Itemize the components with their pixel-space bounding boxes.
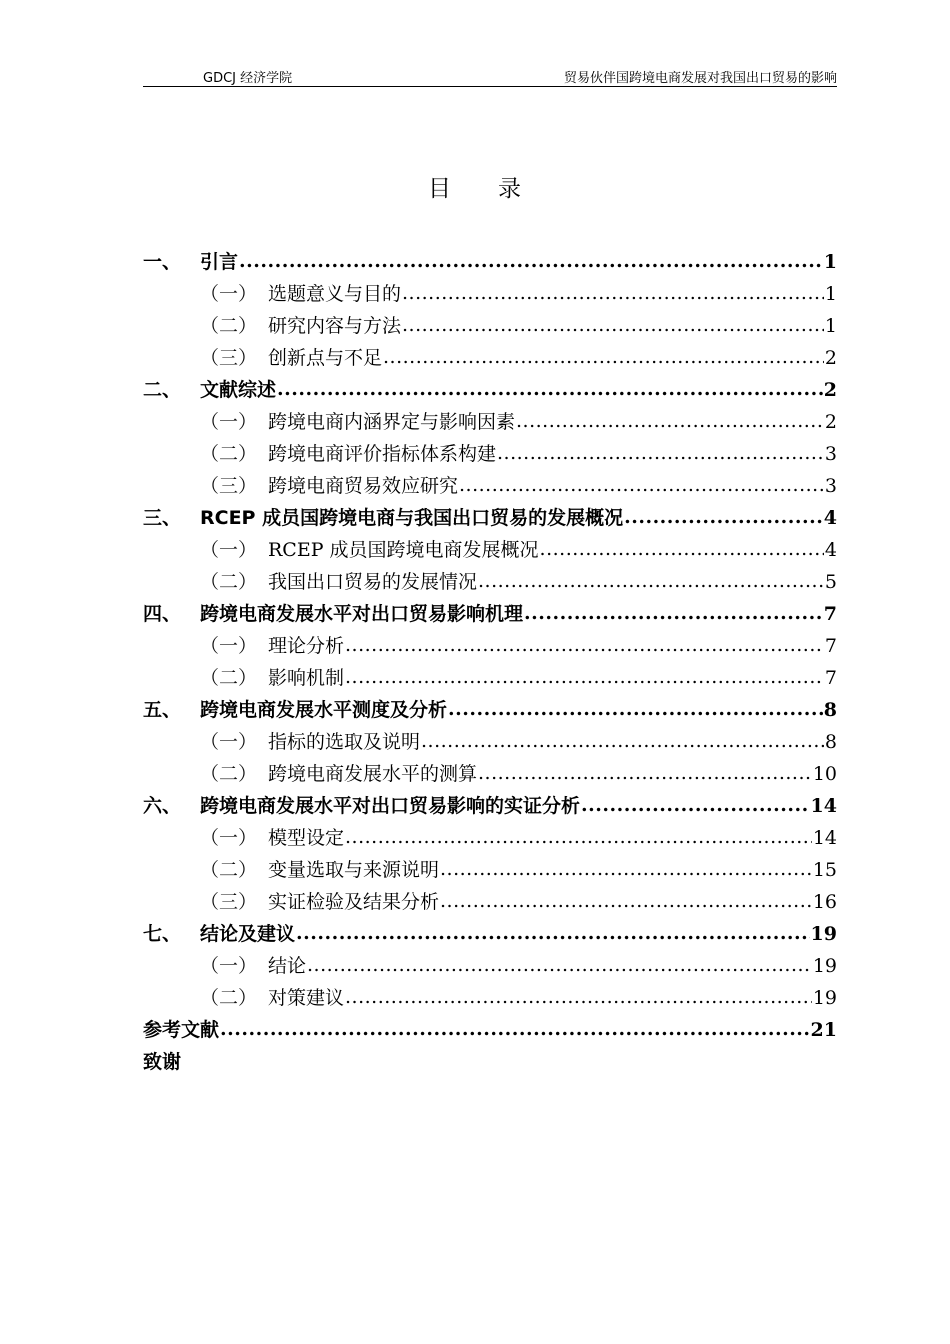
toc-dot-leader — [421, 725, 824, 757]
toc-section-entry[interactable] — [143, 694, 837, 726]
toc-entry-number: （一） — [200, 827, 258, 849]
toc-entry-title: 文献综述 — [200, 379, 277, 401]
toc-page-number: 2 — [823, 379, 837, 401]
toc-entry-title: 跨境电商内涵界定与影响因素 — [268, 411, 516, 433]
toc-page-number: 5 — [824, 571, 837, 593]
toc-entry-title: 研究内容与方法 — [268, 315, 402, 337]
toc-entry-number: （二） — [200, 859, 258, 881]
toc-entry-number: 二、 — [143, 379, 182, 401]
toc-subsection-entry[interactable] — [143, 630, 837, 662]
toc-entry-title: 参考文献 — [143, 1019, 220, 1041]
toc-entry-number: 七、 — [143, 923, 182, 945]
toc-entry-number: 一、 — [143, 251, 182, 273]
toc-dot-leader — [402, 277, 824, 309]
toc-page-number: 8 — [824, 731, 837, 753]
toc-dot-leader — [440, 885, 812, 917]
toc-entry-title: RCEP 成员国跨境电商发展概况 — [268, 539, 539, 561]
toc-entry-number: （二） — [200, 571, 258, 593]
toc-subsection-entry[interactable] — [143, 950, 837, 982]
toc-entry-title: 结论及建议 — [200, 923, 296, 945]
toc-entry-number: （一） — [200, 635, 258, 657]
toc-subsection-entry[interactable] — [143, 662, 837, 694]
toc-dot-leader — [478, 757, 812, 789]
toc-entry-title: 跨境电商发展水平对出口贸易影响机理 — [200, 603, 524, 625]
header-institution: GDCJ 经济学院 — [203, 71, 293, 86]
toc-section-entry[interactable] — [143, 918, 837, 950]
toc-entry-title: 跨境电商发展水平对出口贸易影响的实证分析 — [200, 795, 581, 817]
toc-dot-leader — [624, 501, 823, 533]
toc-page-number: 1 — [824, 283, 837, 305]
toc-subsection-entry[interactable] — [143, 758, 837, 790]
toc-entry-title: 理论分析 — [268, 635, 345, 657]
toc-dot-leader — [296, 917, 810, 949]
toc-entry-number: 四、 — [143, 603, 182, 625]
toc-title-char-2: 录 — [498, 176, 522, 202]
toc-page-number: 4 — [823, 507, 837, 529]
toc-entry-number: （三） — [200, 475, 258, 497]
toc-page-number: 4 — [824, 539, 837, 561]
toc-entry-title: 影响机制 — [268, 667, 345, 689]
toc-section-entry[interactable] — [143, 1046, 837, 1078]
toc-entry-number: （一） — [200, 731, 258, 753]
toc-dot-leader — [540, 533, 824, 565]
toc-dot-leader — [383, 341, 824, 373]
toc-entry-number: （三） — [200, 891, 258, 913]
toc-entry-title: RCEP 成员国跨境电商与我国出口贸易的发展概况 — [200, 507, 624, 529]
toc-dot-leader — [345, 629, 824, 661]
toc-page-number: 1 — [823, 251, 837, 273]
toc-page-number: 10 — [812, 763, 837, 785]
toc-page-number: 8 — [823, 699, 837, 721]
table-of-contents — [143, 246, 837, 1078]
toc-dot-leader — [220, 1013, 810, 1045]
toc-entry-number: （二） — [200, 667, 258, 689]
toc-dot-leader — [524, 597, 823, 629]
toc-subsection-entry[interactable] — [143, 886, 837, 918]
toc-entry-number: （一） — [200, 283, 258, 305]
toc-subsection-entry[interactable] — [143, 822, 837, 854]
toc-page-number: 7 — [824, 667, 837, 689]
toc-page-number: 2 — [824, 411, 837, 433]
toc-dot-leader — [459, 469, 824, 501]
toc-title — [0, 170, 950, 203]
toc-entry-number: 三、 — [143, 507, 182, 529]
toc-entry-number: （三） — [200, 347, 258, 369]
toc-entry-title: 引言 — [200, 251, 239, 273]
toc-dot-leader — [448, 693, 823, 725]
toc-entry-number: （二） — [200, 315, 258, 337]
toc-entry-title: 创新点与不足 — [268, 347, 383, 369]
toc-subsection-entry[interactable] — [143, 982, 837, 1014]
toc-entry-title: 我国出口贸易的发展情况 — [268, 571, 478, 593]
toc-dot-leader — [307, 949, 812, 981]
toc-page-number: 7 — [824, 635, 837, 657]
page-header — [143, 66, 837, 87]
toc-subsection-entry[interactable] — [143, 566, 837, 598]
toc-subsection-entry[interactable] — [143, 278, 837, 310]
toc-entry-number: 五、 — [143, 699, 182, 721]
toc-subsection-entry[interactable] — [143, 534, 837, 566]
toc-subsection-entry[interactable] — [143, 406, 837, 438]
toc-page-number: 19 — [810, 923, 837, 945]
toc-entry-number: （一） — [200, 955, 258, 977]
toc-entry-number: （一） — [200, 411, 258, 433]
toc-page-number: 14 — [810, 795, 837, 817]
toc-entry-number: （二） — [200, 443, 258, 465]
toc-page-number: 19 — [812, 987, 837, 1009]
toc-entry-title: 变量选取与来源说明 — [268, 859, 440, 881]
toc-subsection-entry[interactable] — [143, 470, 837, 502]
toc-entry-title: 实证检验及结果分析 — [268, 891, 440, 913]
toc-entry-title: 指标的选取及说明 — [268, 731, 421, 753]
toc-dot-leader — [497, 437, 824, 469]
toc-entry-number: （一） — [200, 539, 258, 561]
toc-subsection-entry[interactable] — [143, 342, 837, 374]
toc-page-number: 3 — [824, 475, 837, 497]
toc-title-char-1: 目 — [428, 176, 452, 202]
toc-entry-title: 致谢 — [143, 1051, 182, 1073]
toc-entry-title: 跨境电商贸易效应研究 — [268, 475, 459, 497]
toc-subsection-entry[interactable] — [143, 854, 837, 886]
toc-subsection-entry[interactable] — [143, 726, 837, 758]
toc-page-number: 3 — [824, 443, 837, 465]
header-thesis-title: 贸易伙伴国跨境电商发展对我国出口贸易的影响 — [563, 71, 837, 86]
toc-dot-leader — [345, 661, 824, 693]
toc-dot-leader — [402, 309, 824, 341]
toc-section-entry[interactable] — [143, 598, 837, 630]
toc-section-entry[interactable] — [143, 502, 837, 534]
toc-dot-leader — [478, 565, 824, 597]
toc-section-entry[interactable] — [143, 1014, 837, 1046]
toc-entry-title: 结论 — [268, 955, 307, 977]
toc-dot-leader — [345, 821, 812, 853]
toc-entry-title: 跨境电商发展水平的测算 — [268, 763, 478, 785]
toc-entry-number: 六、 — [143, 795, 182, 817]
toc-page-number: 16 — [812, 891, 837, 913]
toc-subsection-entry[interactable] — [143, 438, 837, 470]
toc-page-number: 21 — [810, 1019, 837, 1041]
toc-entry-title: 对策建议 — [268, 987, 345, 1009]
toc-entry-title: 选题意义与目的 — [268, 283, 402, 305]
toc-entry-number: （二） — [200, 987, 258, 1009]
toc-entry-title: 模型设定 — [268, 827, 345, 849]
toc-section-entry[interactable] — [143, 246, 837, 278]
toc-dot-leader — [277, 373, 823, 405]
toc-page-number: 1 — [824, 315, 837, 337]
toc-entry-number: （二） — [200, 763, 258, 785]
toc-page-number: 7 — [823, 603, 837, 625]
toc-entry-title: 跨境电商发展水平测度及分析 — [200, 699, 448, 721]
toc-entry-title: 跨境电商评价指标体系构建 — [268, 443, 497, 465]
toc-page-number: 14 — [812, 827, 837, 849]
toc-section-entry[interactable] — [143, 790, 837, 822]
toc-dot-leader — [345, 981, 812, 1013]
toc-dot-leader — [516, 405, 824, 437]
toc-dot-leader — [239, 245, 823, 277]
toc-dot-leader — [581, 789, 810, 821]
toc-page-number: 19 — [812, 955, 837, 977]
toc-page-number: 15 — [812, 859, 837, 881]
toc-section-entry[interactable] — [143, 374, 837, 406]
toc-dot-leader — [440, 853, 812, 885]
toc-page-number: 2 — [824, 347, 837, 369]
toc-subsection-entry[interactable] — [143, 310, 837, 342]
